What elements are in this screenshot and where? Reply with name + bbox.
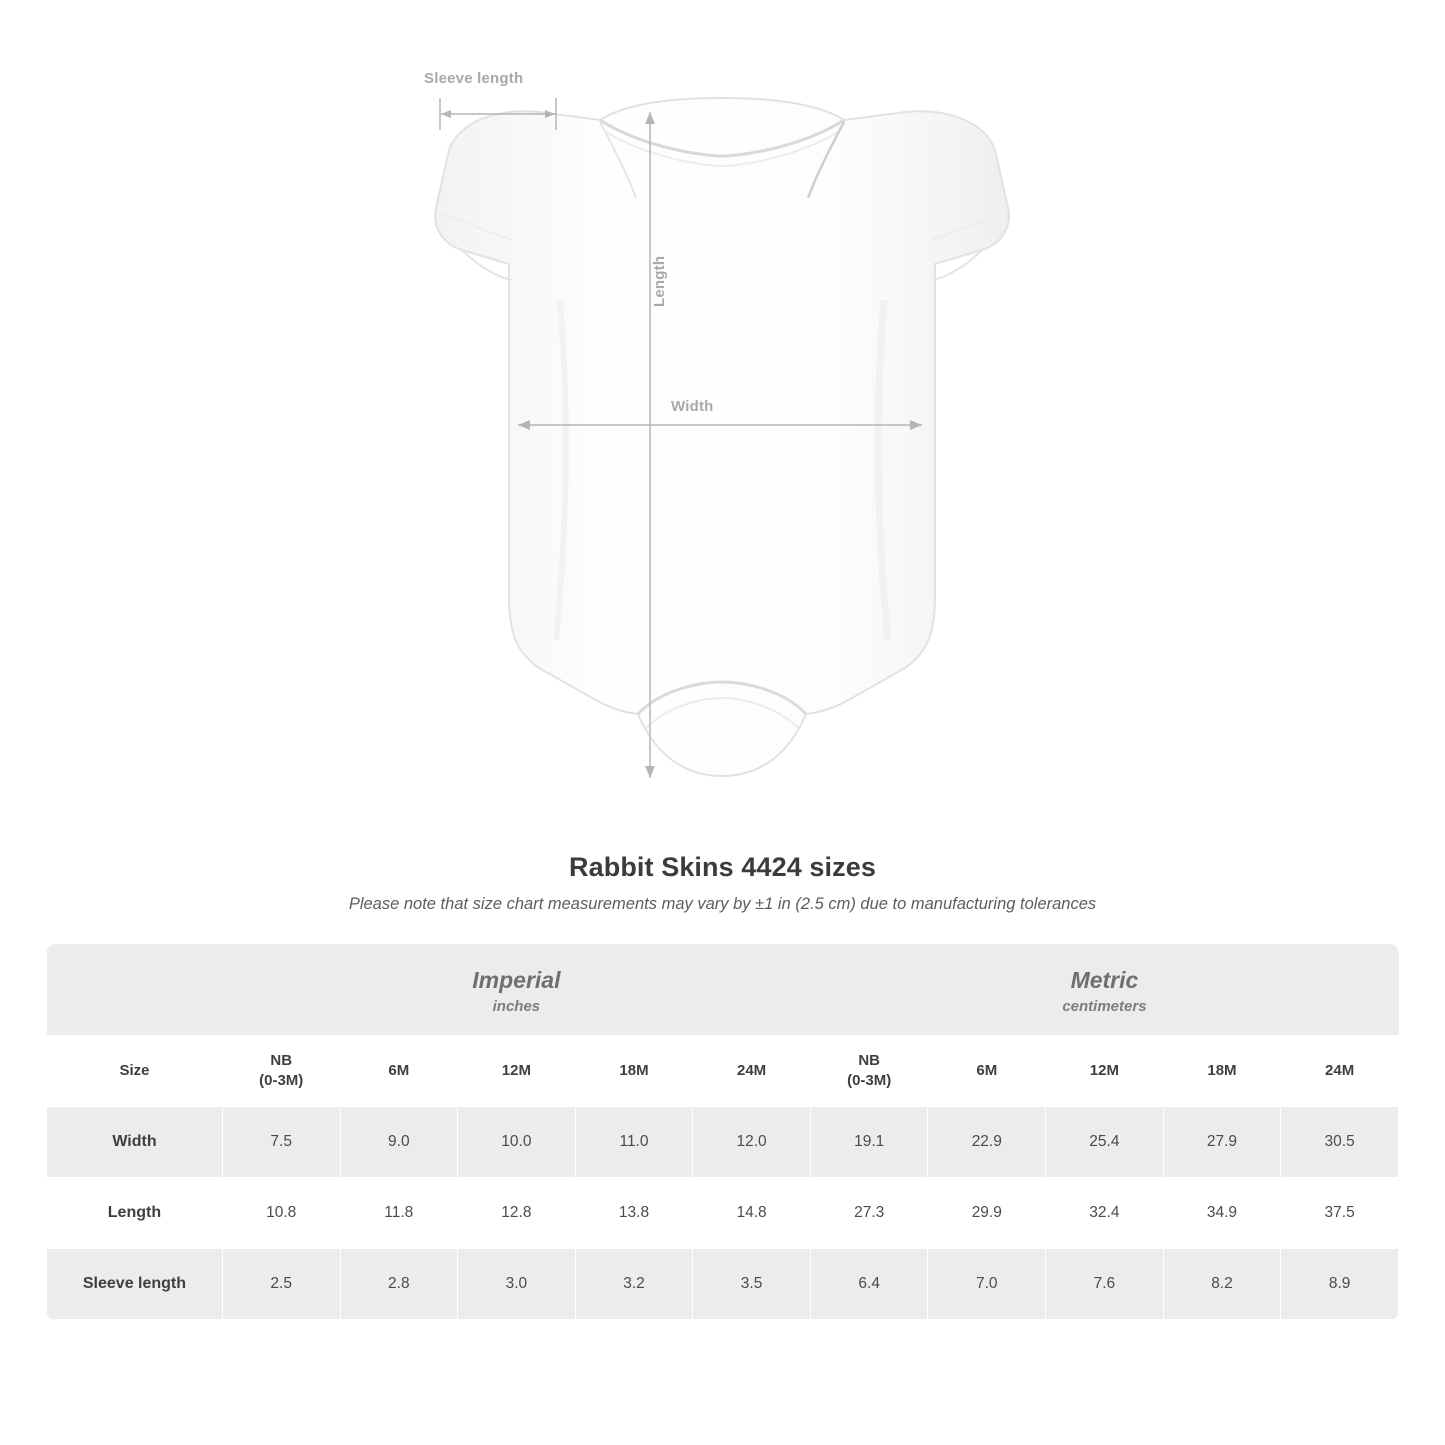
page-title: Rabbit Skins 4424 sizes — [569, 852, 876, 882]
measurement-cell: 14.8 — [693, 1177, 811, 1248]
measurement-cell: 27.9 — [1163, 1106, 1281, 1177]
measurement-cell: 37.5 — [1281, 1177, 1399, 1248]
measurement-cell: 12.8 — [458, 1177, 576, 1248]
measurement-cell: 9.0 — [340, 1106, 458, 1177]
measurement-cell: 10.8 — [222, 1177, 340, 1248]
column-header-2: 6M — [340, 1035, 458, 1106]
measurement-cell: 12.0 — [693, 1106, 811, 1177]
table-row — [47, 1177, 1399, 1248]
measurement-cell: 10.0 — [458, 1106, 576, 1177]
measurement-cell: 30.5 — [1281, 1106, 1399, 1177]
measurement-cell: 7.6 — [1046, 1248, 1164, 1319]
unit-group-row — [47, 944, 1399, 1035]
column-header-4: 18M — [575, 1035, 693, 1106]
unit-group-name: Imperial — [472, 967, 561, 993]
annotation-sleeve-length: Sleeve length — [424, 70, 524, 87]
column-header-8: 12M — [1046, 1035, 1164, 1106]
measurement-cell: 3.5 — [693, 1248, 811, 1319]
unit-row-spacer — [47, 944, 223, 1035]
measurement-cell: 19.1 — [810, 1106, 928, 1177]
column-header-3: 12M — [458, 1035, 576, 1106]
measurement-cell: 11.8 — [340, 1177, 458, 1248]
size-chart-table-wrapper — [46, 944, 1399, 1320]
column-header-6: NB (0-3M) — [810, 1035, 928, 1106]
measurement-cell: 3.0 — [458, 1248, 576, 1319]
measurement-cell: 7.5 — [222, 1106, 340, 1177]
title-block — [0, 852, 1445, 914]
measurement-cell: 22.9 — [928, 1106, 1046, 1177]
measurement-cell: 25.4 — [1046, 1106, 1164, 1177]
row-label-sleeve-length: Sleeve length — [47, 1248, 223, 1319]
measurement-cell: 8.9 — [1281, 1248, 1399, 1319]
size-chart-table — [46, 944, 1399, 1320]
measurement-cell: 8.2 — [1163, 1248, 1281, 1319]
annotation-width: Width — [671, 398, 714, 415]
measurement-cell: 2.8 — [340, 1248, 458, 1319]
measurement-cell: 34.9 — [1163, 1177, 1281, 1248]
unit-group-subtitle: centimeters — [1062, 997, 1147, 1015]
measurement-cell: 27.3 — [810, 1177, 928, 1248]
column-header-7: 6M — [928, 1035, 1046, 1106]
tolerance-note: Please note that size chart measurements may vary by ±1 in (2.5 cm) due to manufacturing tolerances — [348, 895, 1097, 913]
column-header-1: NB (0-3M) — [222, 1035, 340, 1106]
unit-group-imperial — [222, 944, 810, 1035]
measurement-cell: 13.8 — [575, 1177, 693, 1248]
row-label-length: Length — [47, 1177, 223, 1248]
measurement-cell: 6.4 — [810, 1248, 928, 1319]
annotation-length: Length — [651, 255, 668, 307]
column-header-10: 24M — [1281, 1035, 1399, 1106]
column-header-5: 24M — [693, 1035, 811, 1106]
unit-group-metric — [810, 944, 1398, 1035]
measurement-cell: 3.2 — [575, 1248, 693, 1319]
table-row — [47, 1248, 1399, 1319]
unit-group-name: Metric — [1070, 967, 1139, 993]
column-header-size: Size — [47, 1035, 223, 1106]
measurement-cell: 32.4 — [1046, 1177, 1164, 1248]
measurement-cell: 7.0 — [928, 1248, 1046, 1319]
measurement-cell: 11.0 — [575, 1106, 693, 1177]
unit-group-subtitle: inches — [492, 997, 541, 1015]
row-label-width: Width — [47, 1106, 223, 1177]
column-header-9: 18M — [1163, 1035, 1281, 1106]
measurement-cell: 29.9 — [928, 1177, 1046, 1248]
table-row — [47, 1106, 1399, 1177]
table-header-row — [47, 1035, 1399, 1106]
measurement-cell: 2.5 — [222, 1248, 340, 1319]
